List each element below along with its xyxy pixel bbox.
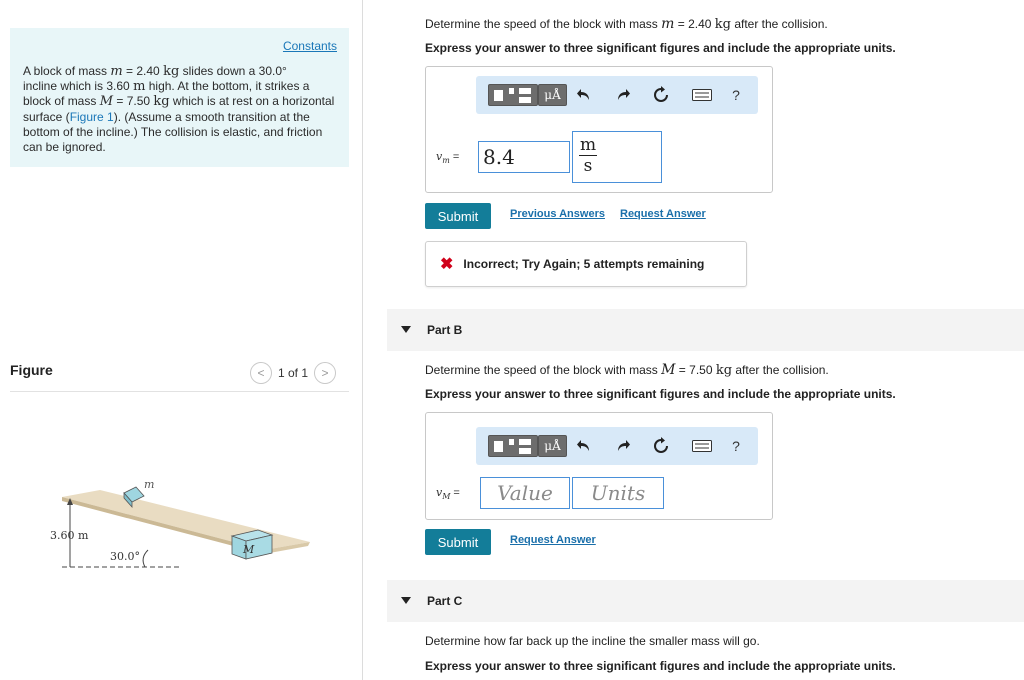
part-c-title: Part C bbox=[427, 594, 463, 608]
keyboard-icon[interactable] bbox=[690, 436, 714, 456]
problem-text-part: A block of mass bbox=[23, 64, 111, 78]
part-a-value: 8.4 bbox=[483, 145, 515, 169]
part-b-math-toolbar bbox=[476, 427, 758, 465]
reset-icon[interactable] bbox=[651, 85, 671, 105]
problem-text-part: ). (Assume a smooth transition at the bottom of the incline.) The collision is elastic, and friction can be ignored. bbox=[23, 109, 323, 155]
unit-kg: kg bbox=[715, 363, 733, 378]
unit-numerator: m bbox=[579, 135, 597, 155]
part-b-value-input[interactable] bbox=[480, 477, 570, 509]
matrix-template-icon[interactable] bbox=[488, 84, 538, 106]
question-text-part: after the collision. bbox=[730, 17, 828, 31]
question-text-part: = 2.40 bbox=[674, 17, 715, 31]
caret-down-icon bbox=[401, 597, 411, 604]
next-figure-button[interactable] bbox=[314, 362, 336, 384]
part-a-answer-box bbox=[425, 66, 773, 193]
chevron-left-icon: < bbox=[257, 366, 265, 380]
variable-symbol: v bbox=[436, 150, 443, 163]
question-text-part: Determine the speed of the block with mass bbox=[425, 17, 662, 31]
part-a-submit-button[interactable]: Submit bbox=[425, 203, 491, 229]
equals-sign: = bbox=[452, 151, 460, 163]
part-a-value-input[interactable] bbox=[478, 141, 570, 173]
feedback-message: Incorrect; Try Again; 5 attempts remaining bbox=[463, 257, 705, 271]
angle-label: 30.0° bbox=[110, 550, 140, 563]
help-icon[interactable]: ? bbox=[732, 87, 740, 103]
variable-subscript: M bbox=[442, 492, 451, 502]
angle-arc bbox=[143, 550, 148, 567]
mass-M-symbol: M bbox=[661, 362, 676, 378]
height-label: 3.60 m bbox=[50, 529, 89, 542]
mass-m-symbol: m bbox=[110, 64, 123, 79]
part-a-request-answer-link[interactable]: Request Answer bbox=[620, 208, 706, 220]
problem-text-part: incline which is 3.60 bbox=[23, 79, 134, 94]
part-b-answer-box bbox=[425, 412, 773, 520]
part-b-request-answer-link[interactable]: Request Answer bbox=[510, 534, 596, 546]
problem-text-part: slides down a 30.0° bbox=[179, 64, 287, 78]
questions-panel bbox=[363, 0, 1024, 680]
error-x-icon: ✖ bbox=[440, 256, 454, 273]
incline-figure bbox=[40, 470, 330, 580]
figure-title: Figure bbox=[10, 362, 53, 378]
unit-denominator: s bbox=[583, 156, 593, 176]
part-b-variable-label bbox=[436, 486, 460, 501]
redo-icon[interactable] bbox=[613, 436, 633, 456]
question-text-part: = 7.50 bbox=[675, 363, 716, 377]
part-b-question bbox=[425, 362, 829, 378]
part-b-instruction: Express your answer to three significant figures and include the appropriate units. bbox=[425, 387, 896, 401]
previous-figure-button[interactable] bbox=[250, 362, 272, 384]
matrix-template-icon[interactable] bbox=[488, 435, 538, 457]
chevron-right-icon: > bbox=[321, 366, 329, 380]
figure-divider bbox=[10, 391, 349, 392]
part-a-question bbox=[425, 16, 828, 32]
unit-m: m bbox=[133, 79, 146, 95]
problem-text-part: high. At the bottom, it strikes a block of mass bbox=[23, 79, 310, 109]
unit-kg: kg bbox=[153, 94, 170, 110]
problem-text-part: = 2.40 bbox=[122, 64, 164, 78]
part-b-units-input[interactable] bbox=[572, 477, 664, 509]
redo-icon[interactable] bbox=[613, 85, 633, 105]
small-block-label: m bbox=[144, 478, 155, 491]
mass-M-symbol: M bbox=[99, 94, 114, 110]
units-icon[interactable]: μÅ bbox=[538, 84, 567, 106]
problem-statement bbox=[23, 64, 339, 155]
problem-text-part: which is at rest on a horizontal surface ( bbox=[23, 94, 335, 124]
unit-fraction bbox=[579, 135, 597, 176]
variable-symbol: v bbox=[436, 486, 443, 499]
units-placeholder: Units bbox=[590, 481, 646, 505]
mass-m-symbol: m bbox=[661, 16, 675, 32]
part-b-submit-button[interactable]: Submit bbox=[425, 529, 491, 555]
part-c-instruction: Express your answer to three significant figures and include the appropriate units. bbox=[425, 659, 896, 673]
part-b-header[interactable] bbox=[387, 309, 1024, 351]
problem-text-part: = 7.50 bbox=[113, 94, 154, 109]
constants-link[interactable]: Constants bbox=[282, 39, 337, 53]
part-b-title: Part B bbox=[427, 323, 463, 337]
figure-pager bbox=[250, 362, 336, 384]
figure-link[interactable]: Figure 1 bbox=[69, 109, 114, 124]
large-block-label: M bbox=[243, 543, 255, 556]
question-text-part: after the collision. bbox=[732, 363, 829, 377]
equals-sign: = bbox=[453, 487, 460, 499]
part-a-instruction: Express your answer to three significant figures and include the appropriate units. bbox=[425, 41, 896, 55]
keyboard-icon[interactable] bbox=[690, 85, 714, 105]
reset-icon[interactable] bbox=[651, 436, 671, 456]
undo-icon[interactable] bbox=[574, 85, 594, 105]
value-placeholder: Value bbox=[497, 481, 553, 505]
help-icon[interactable]: ? bbox=[732, 438, 740, 454]
unit-kg: kg bbox=[163, 64, 180, 79]
previous-answers-link[interactable]: Previous Answers bbox=[510, 208, 605, 220]
part-a-units-input[interactable] bbox=[572, 131, 662, 183]
question-text-part: Determine the speed of the block with mass bbox=[425, 363, 662, 377]
part-a-variable-label bbox=[436, 150, 459, 165]
incline-surface bbox=[62, 490, 310, 550]
unit-kg: kg bbox=[714, 17, 731, 32]
caret-down-icon bbox=[401, 326, 411, 333]
undo-icon[interactable] bbox=[574, 436, 594, 456]
units-icon[interactable]: μÅ bbox=[538, 435, 567, 457]
problem-panel bbox=[0, 0, 362, 680]
part-a-feedback bbox=[425, 241, 747, 287]
part-a-math-toolbar bbox=[476, 76, 758, 114]
problem-statement-box bbox=[10, 28, 349, 167]
figure-page-count: 1 of 1 bbox=[278, 366, 309, 380]
variable-subscript: m bbox=[442, 156, 450, 166]
part-c-question: Determine how far back up the incline the smaller mass will go. bbox=[425, 634, 760, 648]
part-c-header[interactable] bbox=[387, 580, 1024, 622]
